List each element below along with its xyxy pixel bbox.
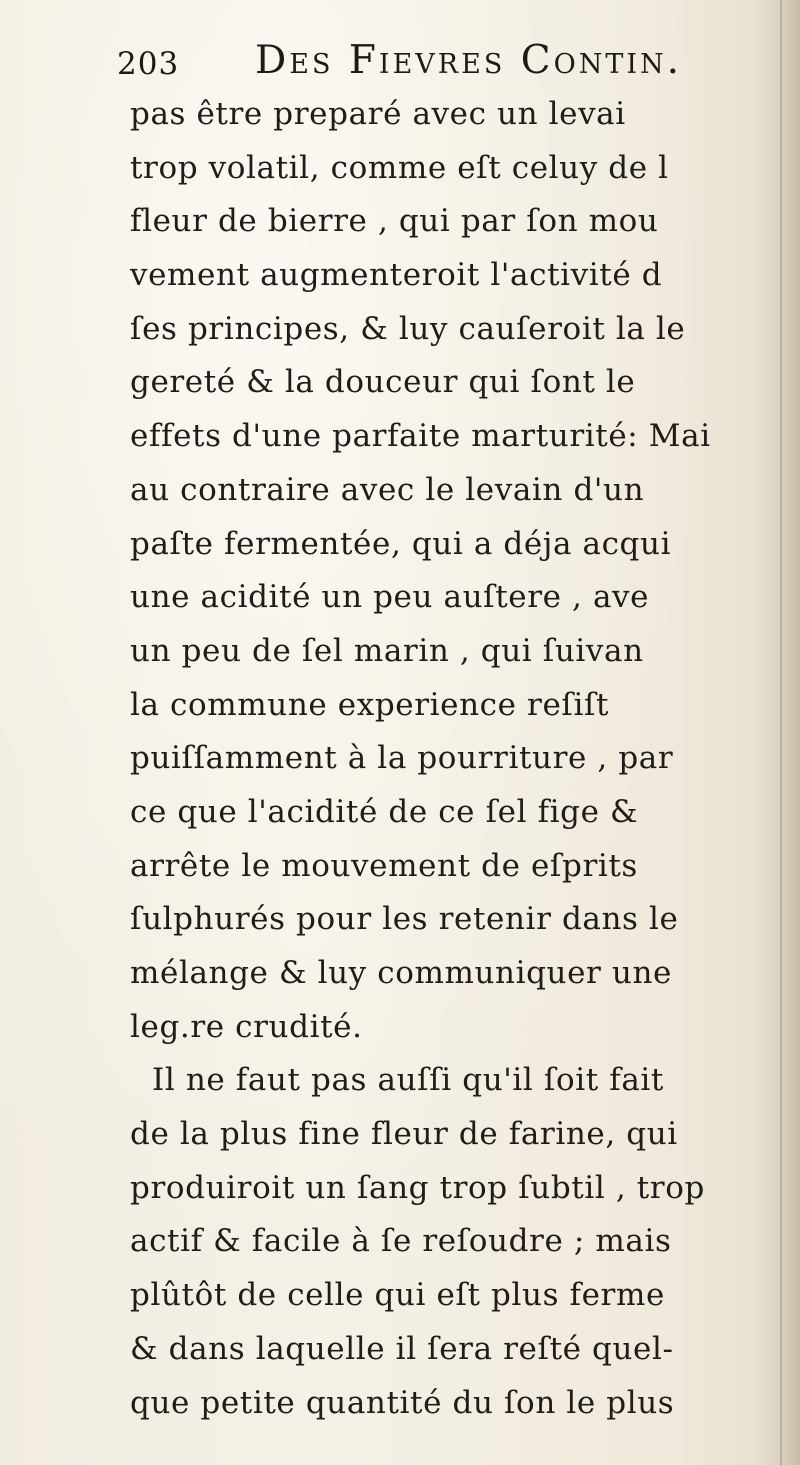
text-line: que petite quantité du ſon le plus xyxy=(130,1384,675,1421)
text-line: un peu de ſel marin , qui ſuivan xyxy=(130,632,644,669)
body-text xyxy=(130,88,770,1430)
text-line: paſte fermentée, qui a déja acqui xyxy=(130,525,672,562)
text-line: une acidité un peu auſtere , ave xyxy=(130,579,650,616)
paragraph-start-line: Il ne faut pas auſſi qu'il ſoit fait xyxy=(152,1062,664,1099)
text-line: plûtôt de celle qui eſt plus ferme xyxy=(130,1277,665,1314)
text-line: de la plus fine fleur de farine, qui xyxy=(130,1116,678,1153)
gutter-edge xyxy=(780,0,782,1465)
text-line: produiroit un ſang trop ſubtil , trop xyxy=(130,1169,705,1206)
running-head: Des Fievres Contin. xyxy=(255,38,683,83)
text-line: mélange & luy communiquer une xyxy=(130,955,673,991)
text-line: leg.re crudité. xyxy=(130,1008,363,1045)
text-line: la commune experience reſiſt xyxy=(130,686,610,723)
text-line: ſes principes, & luy cauſeroit la le xyxy=(130,310,686,347)
page-number: 203 xyxy=(117,46,180,82)
text-line: vement augmenteroit l'activité d xyxy=(130,257,663,294)
text-line: ce que l'acidité de ce ſel fige & xyxy=(130,793,639,830)
text-line: & dans laquelle il ſera reſté quel- xyxy=(130,1330,674,1367)
text-line: actif & facile à ſe reſoudre ; mais xyxy=(130,1223,672,1260)
text-line: pas être preparé avec un levai xyxy=(130,96,626,132)
text-line: puiſſamment à la pourriture , par xyxy=(130,740,674,777)
text-line: fleur de bierre , qui par ſon mou xyxy=(130,203,659,240)
text-line: au contraire avec le levain d'un xyxy=(130,471,645,508)
text-line: gereté & la douceur qui ſont le xyxy=(130,364,636,401)
text-line: trop volatil, comme eſt celuy de l xyxy=(130,149,669,186)
text-line: arrête le mouvement de eſprits xyxy=(130,847,638,884)
text-line: effets d'une parfaite marturité: Mai xyxy=(130,418,711,455)
text-line: ſulphurés pour les retenir dans le xyxy=(130,901,679,938)
